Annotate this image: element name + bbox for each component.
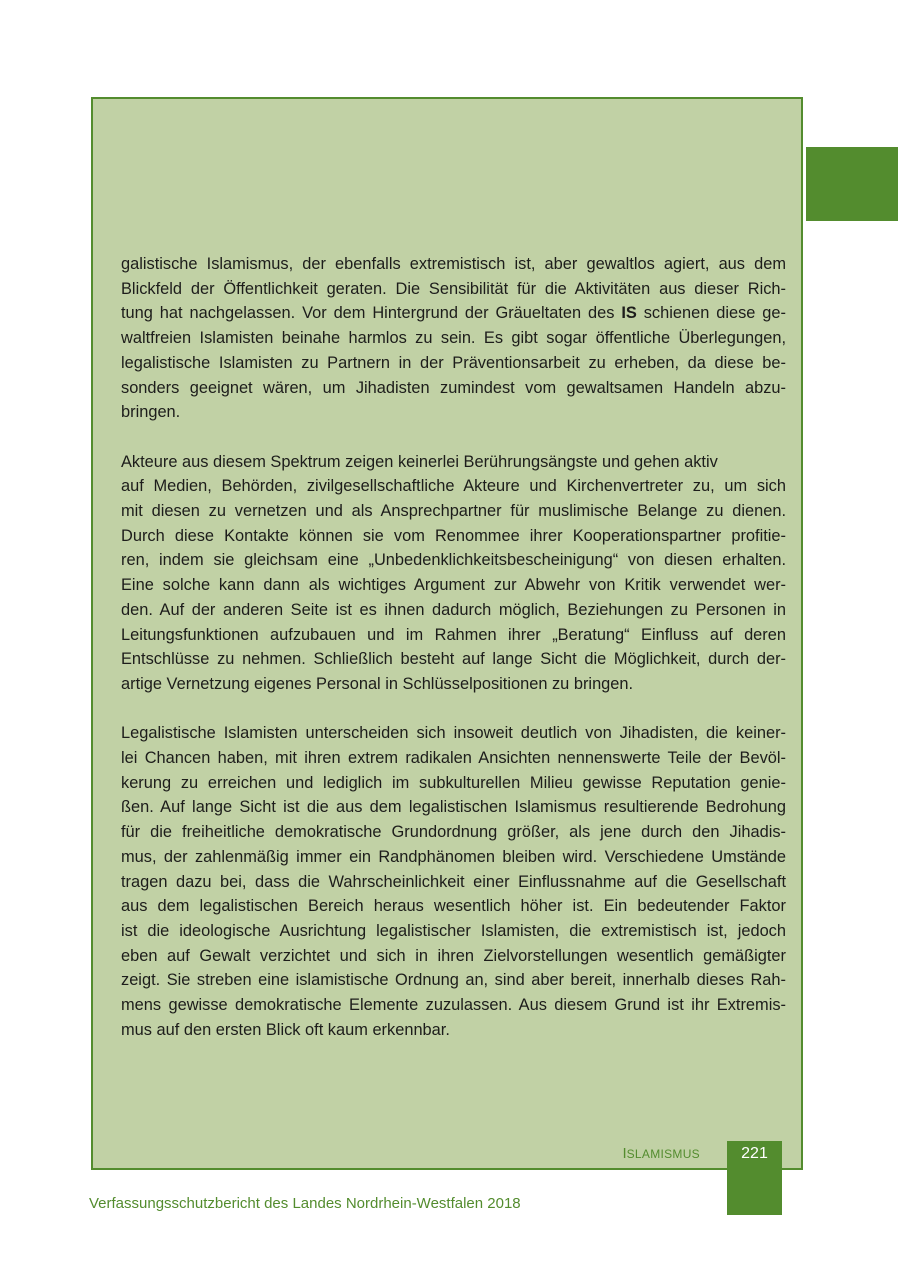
text-line: mus auf den ersten Blick oft kaum erkennbar.	[121, 1020, 450, 1039]
paragraph-2	[121, 450, 786, 697]
paragraph-1	[121, 252, 786, 425]
text-segment: schienen diese ge-	[636, 304, 786, 323]
text-line: Entschlüsse zu nehmen. Schließlich besteht auf lange Sicht die Möglichkeit, durch der-	[121, 650, 786, 669]
text-line: Leitungsfunktionen aufzubauen und im Rahmen ihrer „Beratung“ Einfluss auf deren	[121, 625, 786, 644]
text-line: artige Vernetzung eigenes Personal in Schlüsselpositionen zu bringen.	[121, 674, 634, 693]
text-line: bringen.	[121, 403, 181, 422]
text-line: ßen. Auf lange Sicht ist die aus dem legalistischen Islamismus resultierende Bedrohung	[121, 798, 786, 817]
text-line: ren, indem sie gleichsam eine „Unbedenklichkeitsbescheinigung“ von diesen erhalten.	[121, 551, 786, 570]
paragraph-3	[121, 721, 786, 1042]
text-line: Legalistische Islamisten unterscheiden sich insoweit deutlich von Jihadisten, die keiner-	[121, 724, 786, 743]
text-line: aus dem legalistischen Bereich heraus wesentlich höher ist. Ein bedeutender Faktor	[121, 897, 786, 916]
text-line: galistische Islamismus, der ebenfalls extremistisch ist, aber gewaltlos agiert, aus dem	[121, 255, 786, 273]
text-line-with-bold	[121, 301, 786, 326]
text-line: sonders geeignet wären, um Jihadisten zumindest vom gewaltsamen Handeln abzu-	[121, 378, 786, 397]
page-number: 221	[741, 1145, 768, 1162]
text-line: ist die ideologische Ausrichtung legalistischer Islamisten, die extremistisch ist, jedoch	[121, 921, 786, 940]
body-text	[121, 252, 786, 1067]
text-line: Akteure aus diesem Spektrum zeigen keinerlei Berührungsängste und gehen aktiv	[121, 452, 718, 471]
text-line: legalistische Islamisten zu Partnern in der Präventionsarbeit zu erheben, da diese be-	[121, 353, 786, 372]
text-line: mens gewisse demokratische Elemente zuzulassen. Aus diesem Grund ist ihr Extremis-	[121, 996, 786, 1015]
section-label	[540, 1144, 700, 1164]
text-line: mus, der zahlenmäßig immer ein Randphänomen bleiben wird. Verschiedene Umstände	[121, 847, 786, 866]
text-segment: tung hat nachgelassen. Vor dem Hintergrund der Gräueltaten des	[121, 304, 622, 323]
text-line: mit diesen zu vernetzen und als Ansprechpartner für muslimische Belange zu dienen.	[121, 502, 786, 521]
text-line: eben auf Gewalt verzichtet und sich in ihren Zielvorstellungen wesentlich gemäßigter	[121, 946, 786, 965]
text-line: für die freiheitliche demokratische Grundordnung größer, als jene durch den Jihadis-	[121, 823, 786, 842]
text-line: tragen dazu bei, dass die Wahrscheinlichkeit einer Einflussnahme auf die Gesellschaft	[121, 872, 786, 891]
text-line: den. Auf der anderen Seite ist es ihnen dadurch möglich, Beziehungen zu Personen in	[121, 600, 786, 619]
text-line: waltfreien Islamisten beinahe harmlos zu sein. Es gibt sogar öffentliche Überlegungen,	[121, 329, 786, 348]
text-line: lei Chancen haben, mit ihren extrem radikalen Ansichten nennenswerte Teile der Bevöl-	[121, 749, 786, 768]
text-line: zeigt. Sie streben eine islamistische Ordnung an, sind aber bereit, innerhalb dieses Rah-	[121, 971, 786, 990]
text-line: Durch diese Kontakte können sie vom Renommee ihrer Kooperationspartner profitie-	[121, 526, 786, 545]
chapter-tab-marker	[806, 147, 898, 221]
text-line: Blickfeld der Öffentlichkeit geraten. Die Sensibilität für die Aktivitäten aus dieser Rich-	[121, 279, 786, 298]
section-label-initial: I	[622, 1145, 627, 1162]
text-line: auf Medien, Behörden, zivilgesellschaftliche Akteure und Kirchenvertreter zu, um sich	[121, 477, 786, 496]
text-line: Eine solche kann dann als wichtiges Argument zur Abwehr von Kritik verwendet wer-	[121, 576, 786, 595]
bold-term: IS	[621, 304, 637, 323]
footer-title: Verfassungsschutzbericht des Landes Nordrhein-Westfalen 2018	[89, 1195, 521, 1212]
text-line: kerung zu erreichen und lediglich im subkulturellen Milieu gewisse Reputation genie-	[121, 773, 786, 792]
section-label-rest: SLAMISMUS	[626, 1147, 700, 1161]
